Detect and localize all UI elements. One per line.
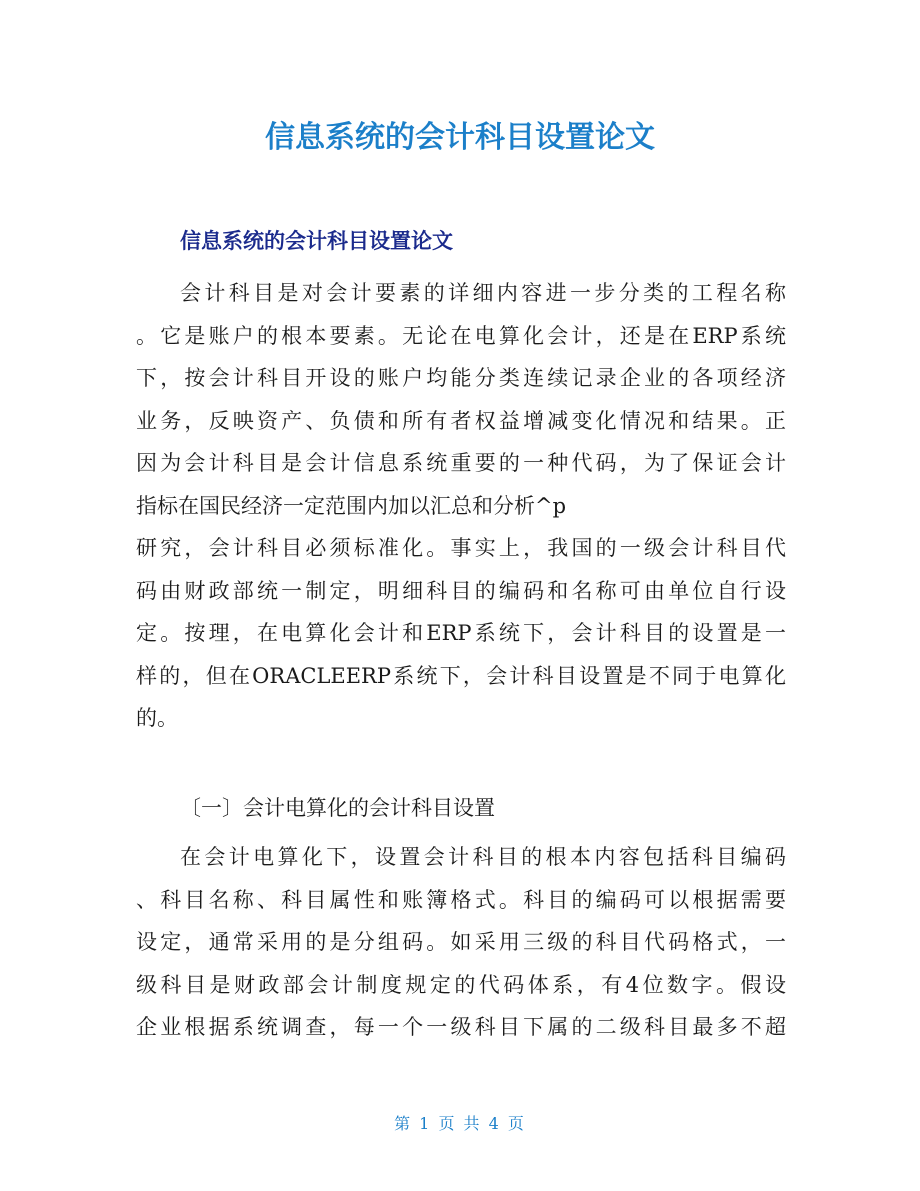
paragraph-intro <box>136 272 786 740</box>
paragraph-line: 定。按理，在电算化会计和ERP系统下，会计科目的设置是一 <box>136 621 786 645</box>
paragraph-line: 的。 <box>136 706 178 730</box>
paragraph-line: 企业根据系统调查，每一个一级科目下属的二级科目最多不超 <box>136 1015 786 1039</box>
paragraph-line: 码由财政部统一制定，明细科目的编码和名称可由单位自行设 <box>136 578 786 603</box>
paragraph-line: 样的，但在ORACLEERP系统下，会计科目设置是不同于电算化 <box>136 663 786 688</box>
paragraph-line: 下，按会计科目开设的账户均能分类连续记录企业的各项经济 <box>136 366 786 390</box>
paragraph-section1 <box>136 836 786 1049</box>
paragraph-line: 会计科目是对会计要素的详细内容进一步分类的工程名称 <box>180 281 786 305</box>
document-title: 信息系统的会计科目设置论文 <box>265 120 655 155</box>
paragraph-line: 设定，通常采用的是分组码。如采用三级的科目代码格式，一 <box>136 930 786 954</box>
section-heading: 〔一〕会计电算化的会计科目设置 <box>180 796 495 820</box>
paragraph-line: 级科目是财政部会计制度规定的代码体系，有4位数字。假设 <box>136 972 786 997</box>
paragraph-line: 、科目名称、科目属性和账簿格式。科目的编码可以根据需要 <box>136 887 786 912</box>
paragraph-line: 因为会计科目是会计信息系统重要的一种代码，为了保证会计 <box>136 451 786 475</box>
paragraph-line: 指标在国民经济一定范围内加以汇总和分析^p <box>136 493 567 518</box>
paragraph-line: 在会计电算化下，设置会计科目的根本内容包括科目编码 <box>180 845 786 869</box>
page-number-footer: 第 1 页 共 4 页 <box>394 1114 526 1133</box>
section-heading-block <box>136 787 786 830</box>
paragraph-line: 业务，反映资产、负债和所有者权益增减变化情况和结果。正 <box>136 408 786 433</box>
document-subtitle: 信息系统的会计科目设置论文 <box>180 229 453 253</box>
paragraph-line: 研究，会计科目必须标准化。事实上，我国的一级会计科目代 <box>136 536 786 560</box>
paragraph-line: 。它是账户的根本要素。无论在电算化会计，还是在ERP系统 <box>136 323 786 348</box>
